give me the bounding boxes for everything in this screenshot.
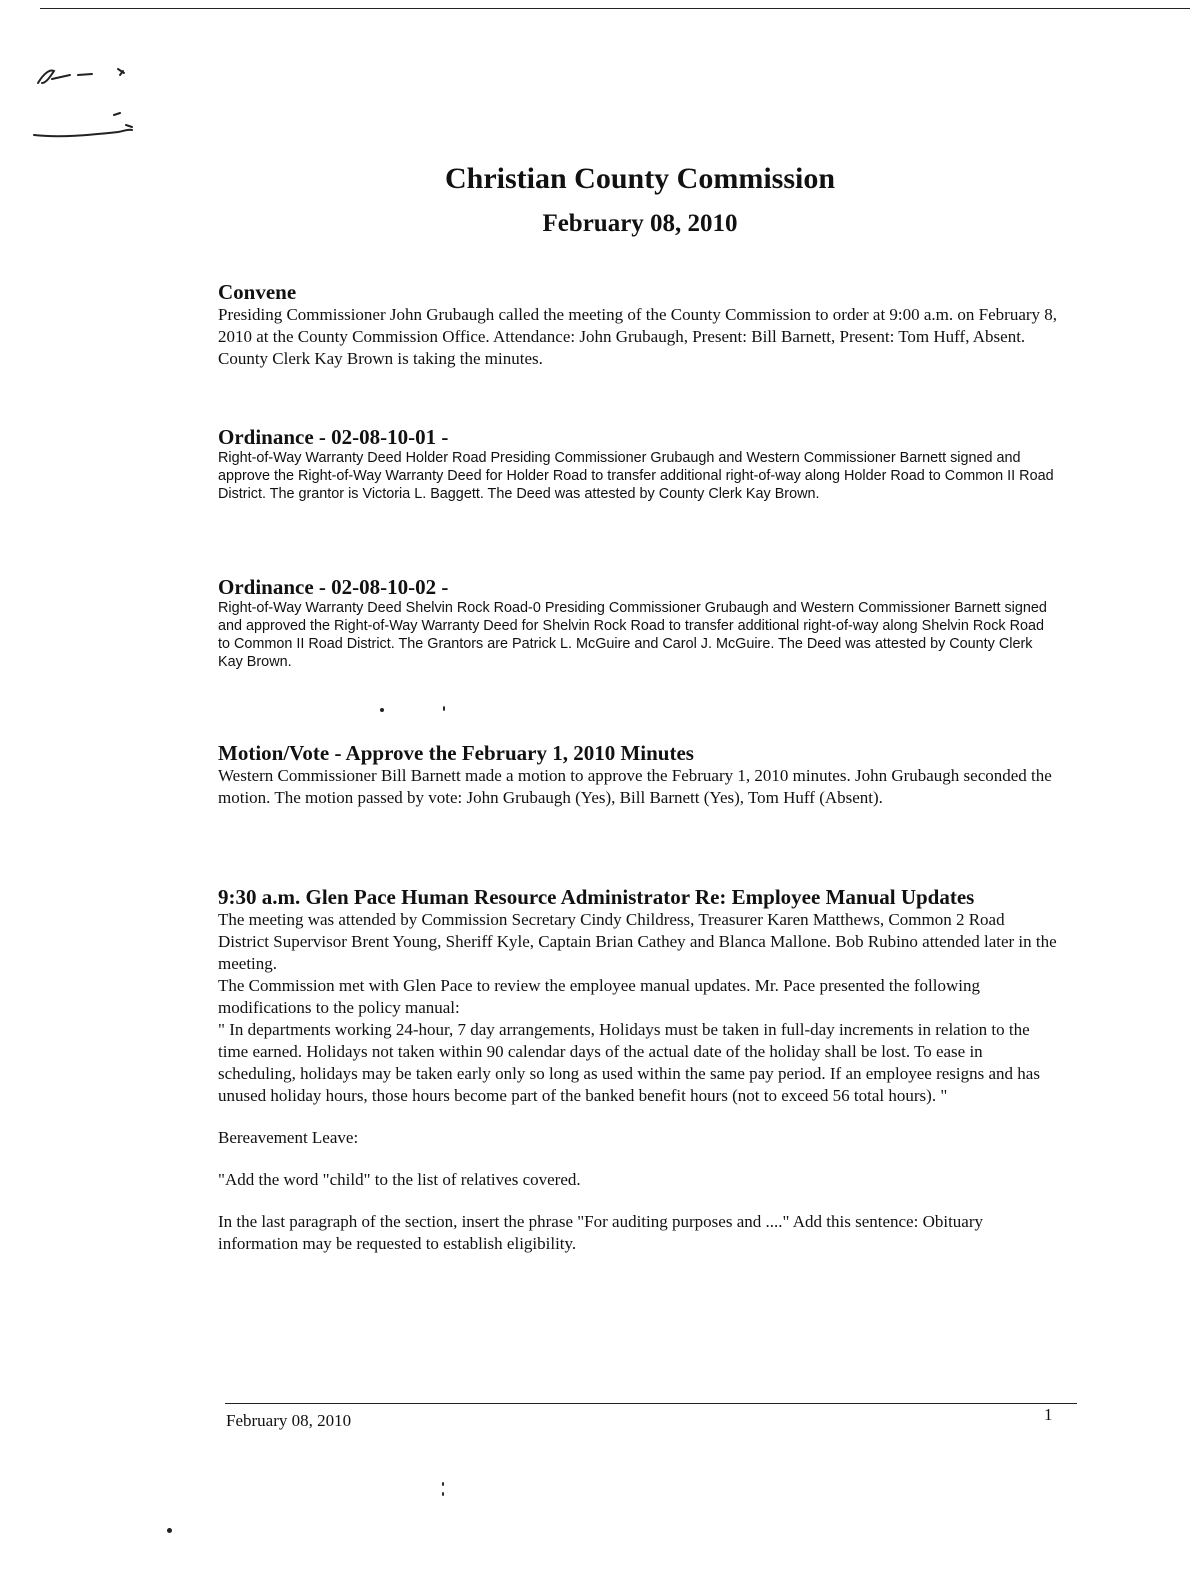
scan-speck bbox=[443, 706, 445, 711]
section-heading: 9:30 a.m. Glen Pace Human Resource Administrator Re: Employee Manual Updates bbox=[218, 885, 975, 909]
section-ordinance-2 bbox=[218, 575, 1058, 671]
bereavement-label: Bereavement Leave: bbox=[218, 1128, 359, 1147]
scan-speck bbox=[442, 1492, 444, 1496]
section-body: Western Commissioner Bill Barnett made a motion to approve the February 1, 2010 minutes. John Grubaugh seconded the motion. The motion passed by vote: John Grubaugh (Yes), Bill Barnett (Yes), Tom Huff (Absent). bbox=[218, 766, 1052, 807]
handwritten-initials-mark bbox=[20, 55, 150, 155]
section-heading: Convene bbox=[218, 280, 297, 304]
document-title: Christian County Commission bbox=[444, 162, 836, 195]
section-heading: Ordinance - 02-08-10-01 - bbox=[218, 425, 449, 449]
hr-intro: The Commission met with Glen Pace to review the employee manual updates. Mr. Pace presented the following modifications to the policy manual: bbox=[218, 976, 980, 1017]
scan-speck bbox=[167, 1528, 172, 1533]
section-heading: Ordinance - 02-08-10-02 - bbox=[218, 575, 449, 599]
page-top-edge bbox=[40, 8, 1190, 9]
scan-speck bbox=[442, 1482, 444, 1486]
page-number: 1 bbox=[1044, 1405, 1053, 1424]
hr-attendance: The meeting was attended by Commission Secretary Cindy Childress, Treasurer Karen Matthews, Common 2 Road District Supervisor Brent Young, Sheriff Kyle, Captain Brian Cathey and Blanca Mallone. Bob Rubino attended later in the meeting. bbox=[218, 910, 1057, 973]
hr-holiday-policy-quote: " In departments working 24-hour, 7 day arrangements, Holidays must be taken in full-day increments in relation to the time earned. Holidays not taken within 90 calendar days of the actual date of the holiday shall be lost. To ease in scheduling, holidays may be taken early only so long as used within the same pay period. If an employee resigns and has unused holiday hours, those hours become part of the banked benefit hours (not to exceed 56 total hours). " bbox=[218, 1020, 1040, 1105]
section-convene bbox=[218, 280, 1058, 370]
bereavement-last-paragraph-change: In the last paragraph of the section, insert the phrase "For auditing purposes and ...." Add this sentence: Obituary information may be requested to establish eligibility. bbox=[218, 1212, 983, 1253]
section-hr-employee-manual bbox=[218, 885, 1058, 1255]
footer-rule bbox=[225, 1403, 1077, 1404]
document-date: February 08, 2010 bbox=[542, 210, 738, 237]
section-motion-vote bbox=[218, 741, 1058, 809]
bereavement-child-change: "Add the word "child" to the list of relatives covered. bbox=[218, 1170, 581, 1189]
scan-speck bbox=[380, 708, 384, 712]
section-body: Right-of-Way Warranty Deed Holder Road Presiding Commissioner Grubaugh and Western Commissioner Barnett signed and approve the Right-of-Way Warranty Deed for Holder Road to transfer additional right-of-way along Holder Road to Common II Road District. The grantor is Victoria L. Baggett. The Deed was attested by County Clerk Kay Brown. bbox=[218, 450, 1054, 502]
footer-date: February 08, 2010 bbox=[226, 1411, 352, 1430]
section-ordinance-1 bbox=[218, 425, 1058, 503]
section-body: Right-of-Way Warranty Deed Shelvin Rock Road-0 Presiding Commissioner Grubaugh and Western Commissioner Barnett signed and approved the Right-of-Way Warranty Deed for Shelvin Rock Road to transfer additional right-of-way along Shelvin Rock Road to Common II Road District. The Grantors are Patrick L. McGuire and Carol J. McGuire. The Deed was attested by County Clerk Kay Brown. bbox=[218, 600, 1047, 670]
section-heading: Motion/Vote - Approve the February 1, 2010 Minutes bbox=[218, 741, 694, 765]
section-body: Presiding Commissioner John Grubaugh called the meeting of the County Commission to order at 9:00 a.m. on February 8, 2010 at the County Commission Office. Attendance: John Grubaugh, Present: Bill Barnett, Present: Tom Huff, Absent. County Clerk Kay Brown is taking the minutes. bbox=[218, 305, 1058, 368]
